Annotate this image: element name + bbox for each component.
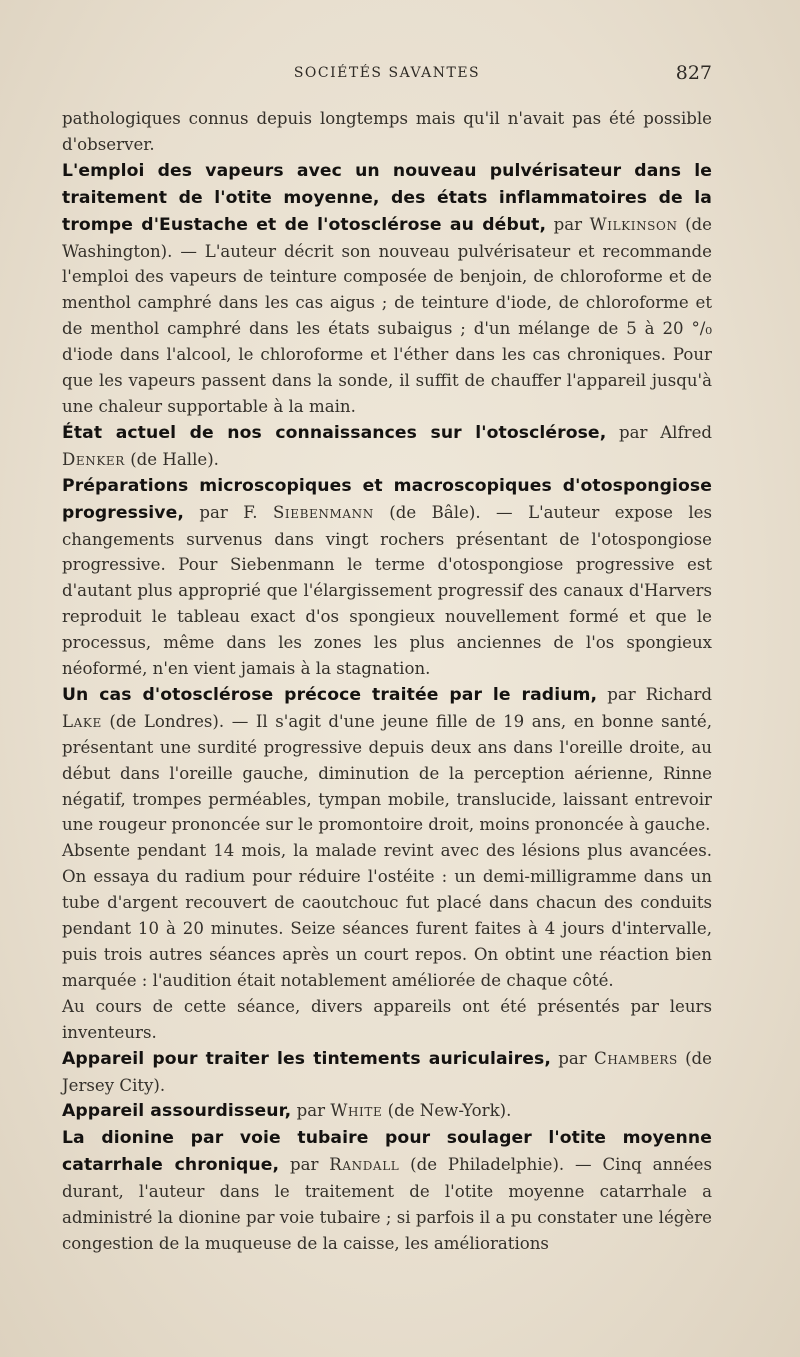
author-name: Chambers: [594, 1048, 678, 1068]
paragraph-apparatus-intro: Au cours de cette séance, divers appareils ont été présentés par leurs inventeurs.: [62, 996, 712, 1042]
page-header: [62, 62, 712, 86]
entry-denker: État actuel de nos connaissances sur l'otosclérose, par Alfred Denker (de Halle).: [62, 422, 713, 469]
page-number: 827: [675, 62, 712, 84]
running-title: SOCIÉTÉS SAVANTES: [293, 65, 481, 81]
entry-heading: Préparations microscopiques et macroscopiques d'otospongiose progressive,: [62, 475, 712, 523]
author-name: Wilkinson: [589, 214, 678, 234]
paragraph-lake-followup: Absente pendant 14 mois, la malade revint avec des lésions plus avancées. On essaya du radium pour réduire l'ostéite : un demi-milligramme dans un tube d'argent recouvert de caoutchouc fut placé dans chacun des conduits pendant 10 à 20 minutes. Seize séances furent faites à 4 jours d'intervalle, puis trois autres séances après un court repos. On obtint une réaction bien marquée : l'audition était notablement améliorée de chaque côté.: [62, 841, 712, 990]
entry-heading: État actuel de nos connaissances sur l'otosclérose,: [62, 422, 607, 443]
entry-wilkinson: L'emploi des vapeurs avec un nouveau pulvérisateur dans le traitement de l'otite moyenne, des états inflammatoires de la trompe d'Eustache et de l'otosclérose au début, par Wilkinson (de Washington). — L'auteur décrit son nouveau pulvérisateur et recommande l'emploi des vapeurs de teinture composée de benjoin, de chloroforme et de menthol camphré dans les cas aigus ; de teinture d'iode, de chloroforme et de menthol camphré dans les états subaigus ; d'un mélange de 5 à 20 °/₀ d'iode dans l'alcool, le chloroforme et l'éther dans les cas chroniques. Pour que les vapeurs passent dans la sonde, il suffit de chauffer l'appareil jusqu'à une chaleur supportable à la main.: [62, 160, 712, 416]
author-name: White: [330, 1101, 383, 1121]
entry-lake: Un cas d'otosclérose précoce traitée par le radium, par Richard Lake (de Londres). — Il s'agit d'une jeune fille de 19 ans, en bonne santé, présentant une surdité progressive depuis deux ans dans l'oreille droite, au début dans l'oreille gauche, diminution de la perception aérienne, Rinne négatif, trompes perméables, tympan mobile, translucide, laissant entrevoir une rougeur prononcée sur le promontoire droit, moins prononcée à gauche.: [62, 684, 712, 835]
paragraph-continuation: pathologiques connus depuis longtemps mais qu'il n'avait pas été possible d'observer.: [62, 109, 712, 154]
entry-heading: Appareil assourdisseur,: [62, 1101, 292, 1122]
entry-randall: La dionine par voie tubaire pour soulager l'otite moyenne catarrhale chronique, par Randall (de Philadelphie). — Cinq années durant, l'auteur dans le traitement de l'otite moyenne catarrhale a administré la dionine par voie tubaire ; si parfois il a pu constater une légère congestion de la muqueuse de la caisse, les améliorations: [62, 1128, 713, 1253]
article-body: [62, 106, 712, 1257]
entry-siebenmann: Préparations microscopiques et macroscopiques d'otospongiose progressive, par F. Siebenmann (de Bâle). — L'auteur expose les changements survenus dans vingt rochers présentant de l'otospongiose progressive. Pour Siebenmann le terme d'otospongiose progressive est d'autant plus approprié que l'élargissement progressif des canaux d'Harvers reproduit le tableau exact d'os spongieux nouvellement formé et que le processus, même dans les zones les plus anciennes de l'os spongieux néoformé, n'en vient jamais à la stagnation.: [62, 475, 712, 679]
author-name: Siebenmann: [272, 502, 374, 522]
entry-white: Appareil assourdisseur, par White (de New-York).: [62, 1101, 512, 1122]
author-name: Randall: [329, 1155, 400, 1175]
entry-heading: Appareil pour traiter les tintements auriculaires,: [62, 1048, 551, 1069]
author-name: Denker: [62, 449, 125, 469]
entry-heading: Un cas d'otosclérose précoce traitée par le radium,: [62, 684, 598, 705]
author-name: Lake: [62, 711, 102, 731]
entry-heading: L'emploi des vapeurs avec un nouveau pulvérisateur dans le traitement de l'otite moyenne, des états inflammatoires de la trompe d'Eustache et de l'otosclérose au début,: [62, 160, 712, 235]
entry-heading: La dionine par voie tubaire pour soulager l'otite moyenne catarrhale chronique,: [62, 1128, 712, 1176]
entry-chambers: Appareil pour traiter les tintements auriculaires, par Chambers (de Jersey City).: [62, 1048, 712, 1095]
